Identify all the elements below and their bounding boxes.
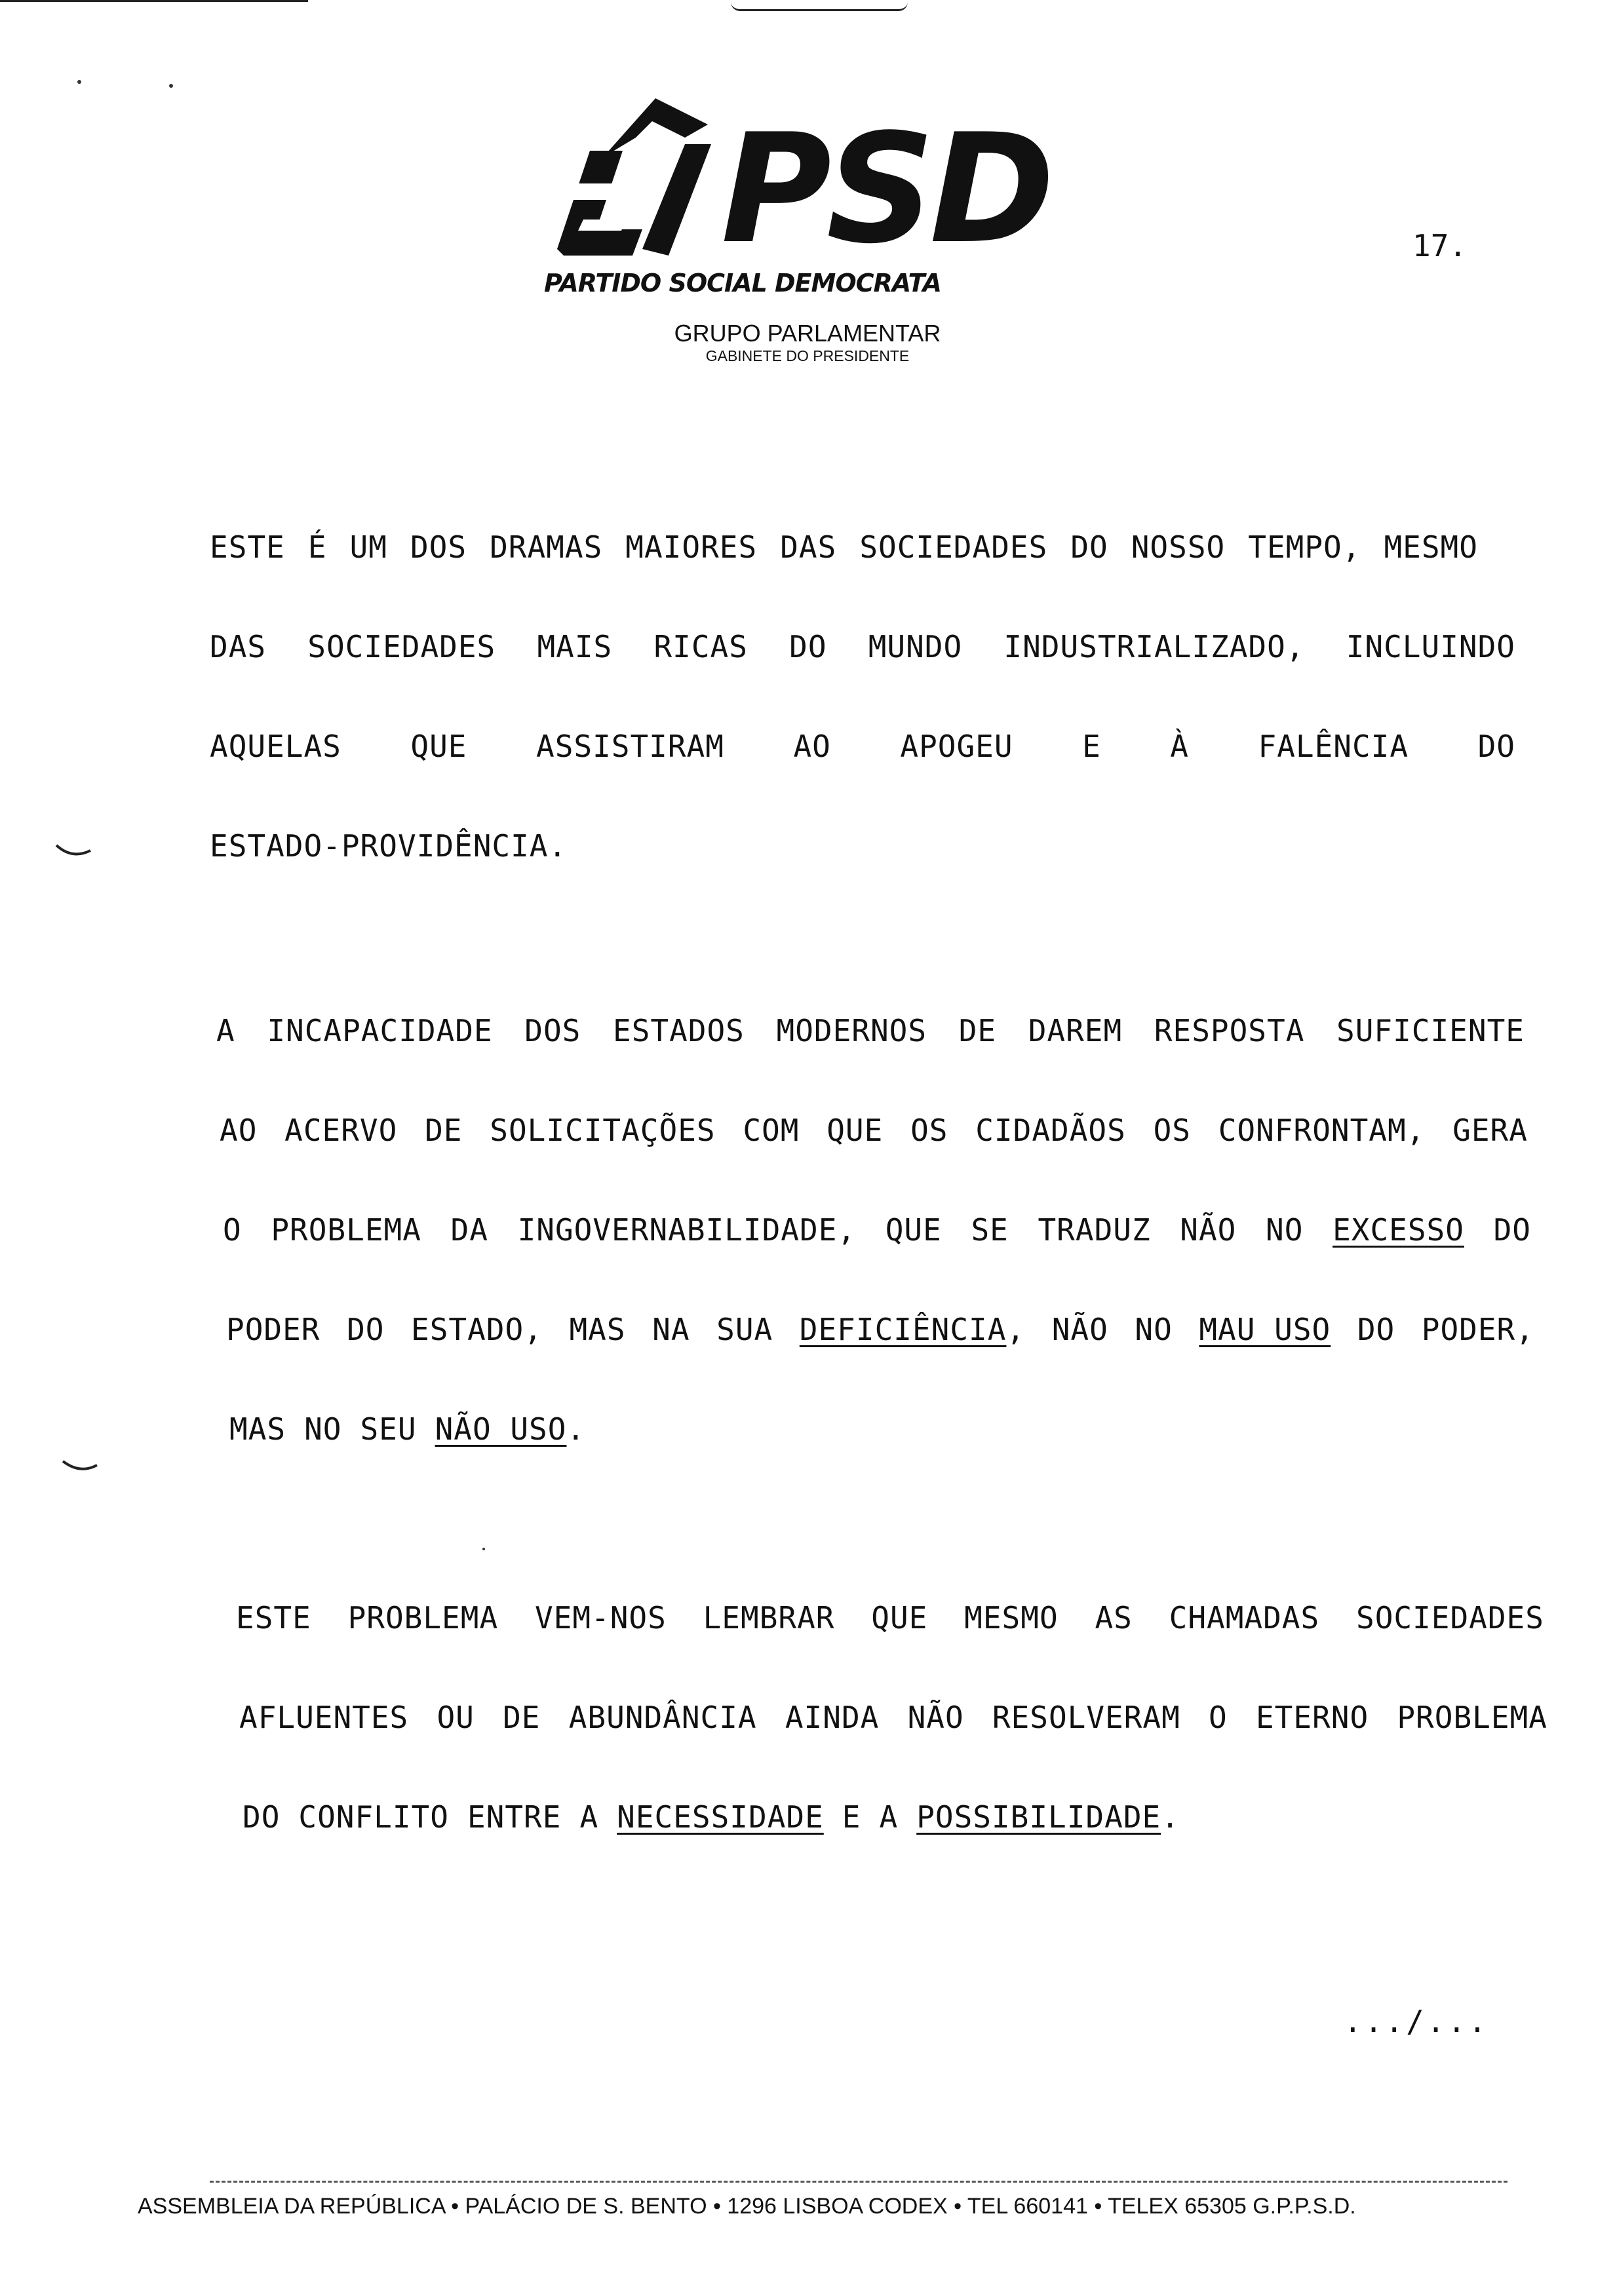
body-word: SOCIEDADES — [1356, 1600, 1544, 1636]
body-word: QUE — [871, 1600, 928, 1636]
body-word: CIDADÃOS — [975, 1113, 1126, 1148]
body-line — [236, 1600, 1544, 1636]
body-word: PROBLEMA — [271, 1212, 421, 1248]
body-word: SUFICIENTE — [1336, 1013, 1525, 1048]
body-word: APOGEU — [900, 729, 1013, 764]
body-word: DO — [243, 1799, 281, 1835]
body-word: TRADUZ — [1038, 1212, 1151, 1248]
body-word: PODER, — [1421, 1312, 1534, 1347]
body-word: SOCIEDADES — [859, 529, 1048, 565]
body-word: MESMO — [964, 1600, 1059, 1636]
body-word: ENTRE — [467, 1799, 562, 1835]
body-word: CONFRONTAM, — [1218, 1113, 1426, 1148]
body-word: A — [879, 1799, 899, 1835]
body-word: ESTADO, — [411, 1312, 543, 1347]
top-rule-left — [0, 0, 308, 2]
body-word: ESTADO-PROVIDÊNCIA. — [210, 828, 568, 864]
body-word: AO — [220, 1113, 258, 1148]
body-word: NÃO — [1051, 1312, 1108, 1347]
top-rule-center — [731, 0, 908, 11]
body-word: DO — [1493, 1212, 1531, 1248]
body-word: FALÊNCIA — [1258, 729, 1409, 764]
body-word: NO — [1266, 1212, 1304, 1248]
body-word: PODER — [226, 1312, 321, 1347]
body-word: PROBLEMA — [347, 1600, 499, 1636]
body-word: MAIS — [537, 629, 613, 664]
body-word: DA — [450, 1212, 488, 1248]
body-word: UM — [349, 529, 387, 565]
body-word: MODERNOS — [776, 1013, 927, 1048]
body-word: MAU USO — [1199, 1312, 1331, 1347]
body-word: RESOLVERAM — [992, 1700, 1180, 1735]
margin-tick-mark — [60, 1456, 100, 1476]
body-word: DE — [425, 1113, 463, 1148]
body-word: ESTE — [210, 529, 285, 565]
body-line — [229, 1411, 585, 1447]
body-word: À — [1170, 729, 1189, 764]
body-word: MAS — [229, 1411, 286, 1447]
body-line — [210, 629, 1515, 664]
body-word: AO — [793, 729, 831, 764]
body-word: OU — [437, 1700, 475, 1735]
body-word: NÃO — [907, 1700, 964, 1735]
body-word: LEMBRAR — [703, 1600, 835, 1636]
body-word: MAS — [569, 1312, 626, 1347]
body-word: INGOVERNABILIDADE, — [517, 1212, 857, 1248]
footer-rule — [210, 2181, 1508, 2183]
body-word: MESMO — [1384, 529, 1478, 565]
body-line — [210, 529, 1478, 565]
body-word: NO — [1135, 1312, 1173, 1347]
page-number: 17. — [1412, 228, 1468, 263]
body-word: NO — [304, 1411, 342, 1447]
body-word: DE — [958, 1013, 997, 1048]
body-line — [210, 729, 1515, 764]
body-word: E — [1082, 729, 1101, 764]
body-line — [243, 1799, 1180, 1835]
footer-address: ASSEMBLEIA DA REPÚBLICA • PALÁCIO DE S. BENTO • 1296 LISBOA CODEX • TEL 660141 • TELEX 65305 G.P.P.S.D. — [138, 2194, 1356, 2219]
body-word: DE — [503, 1700, 541, 1735]
body-word: RICAS — [653, 629, 748, 664]
scan-speck — [77, 80, 81, 84]
body-word: OS — [910, 1113, 948, 1148]
body-word: AQUELAS — [210, 729, 341, 764]
body-word: GERA — [1452, 1113, 1528, 1148]
body-line — [223, 1212, 1531, 1248]
body-word: DAREM — [1028, 1013, 1123, 1048]
body-word: DO — [1357, 1312, 1395, 1347]
body-word: NÃO USO. — [435, 1411, 586, 1447]
continuation-mark: .../... — [1344, 2004, 1489, 2039]
body-word: O — [1209, 1700, 1228, 1735]
body-word: DAS — [210, 629, 267, 664]
body-line — [226, 1312, 1534, 1347]
body-word: DAS — [780, 529, 837, 565]
body-word: ESTADOS — [613, 1013, 745, 1048]
body-word: DO — [1477, 729, 1515, 764]
body-word: SOCIEDADES — [307, 629, 496, 664]
body-word: OS — [1153, 1113, 1191, 1148]
office-name: GABINETE DO PRESIDENTE — [705, 347, 910, 364]
body-word: SOLICITAÇÕES — [490, 1113, 716, 1148]
body-word: COM — [743, 1113, 800, 1148]
body-word: EXCESSO — [1333, 1212, 1464, 1248]
body-word: TEMPO, — [1248, 529, 1361, 565]
scan-speck — [482, 1548, 485, 1550]
body-word: NOSSO — [1131, 529, 1226, 565]
body-word: RESPOSTA — [1154, 1013, 1305, 1048]
body-word: A — [216, 1013, 235, 1048]
body-word: CONFLITO — [298, 1799, 449, 1835]
body-word: DO — [347, 1312, 385, 1347]
body-word: DRAMAS — [490, 529, 603, 565]
body-line — [220, 1113, 1528, 1148]
body-word: ABUNDÂNCIA — [568, 1700, 757, 1735]
body-word: QUE — [885, 1212, 942, 1248]
body-word: DO — [789, 629, 827, 664]
body-word: O — [223, 1212, 242, 1248]
body-word: A — [579, 1799, 599, 1835]
scan-speck — [169, 84, 173, 88]
logo-wordmark: PSD — [721, 102, 1050, 277]
body-word: DOS — [410, 529, 467, 565]
body-word: MAIORES — [625, 529, 758, 565]
body-word: SUA — [716, 1312, 773, 1347]
body-word: CHAMADAS — [1169, 1600, 1320, 1636]
body-word: NA — [652, 1312, 690, 1347]
body-word: ASSISTIRAM — [536, 729, 724, 764]
body-word: SE — [971, 1212, 1009, 1248]
body-word: INCLUINDO — [1346, 629, 1515, 664]
body-word: INCAPACIDADE — [267, 1013, 493, 1048]
group-name: GRUPO PARLAMENTAR — [674, 320, 941, 347]
body-word: AS — [1095, 1600, 1133, 1636]
body-line — [239, 1700, 1547, 1735]
body-word: ESTE — [236, 1600, 311, 1636]
body-word: É — [307, 529, 327, 565]
body-line — [210, 828, 567, 864]
body-word: PROBLEMA — [1397, 1700, 1547, 1735]
party-name: PARTIDO SOCIAL DEMOCRATA — [544, 269, 941, 297]
body-word: VEM-NOS — [534, 1600, 667, 1636]
body-word: DEFICIÊNCIA, — [799, 1312, 1026, 1347]
body-word: DOS — [524, 1013, 581, 1048]
body-word: SEU — [360, 1411, 417, 1447]
body-word: AINDA — [785, 1700, 880, 1735]
body-word: E — [842, 1799, 861, 1835]
body-word: AFLUENTES — [239, 1700, 409, 1735]
body-line — [216, 1013, 1525, 1048]
body-word: QUE — [410, 729, 467, 764]
body-word: ETERNO — [1255, 1700, 1369, 1735]
body-word: QUE — [827, 1113, 884, 1148]
body-word: ACERVO — [284, 1113, 398, 1148]
body-word: NECESSIDADE — [617, 1799, 824, 1835]
body-word: INDUSTRIALIZADO, — [1003, 629, 1305, 664]
body-word: NÃO — [1180, 1212, 1237, 1248]
body-word: POSSIBILIDADE. — [916, 1799, 1180, 1835]
body-word: DO — [1070, 529, 1108, 565]
body-word: MUNDO — [868, 629, 963, 664]
margin-tick-mark — [54, 841, 93, 861]
